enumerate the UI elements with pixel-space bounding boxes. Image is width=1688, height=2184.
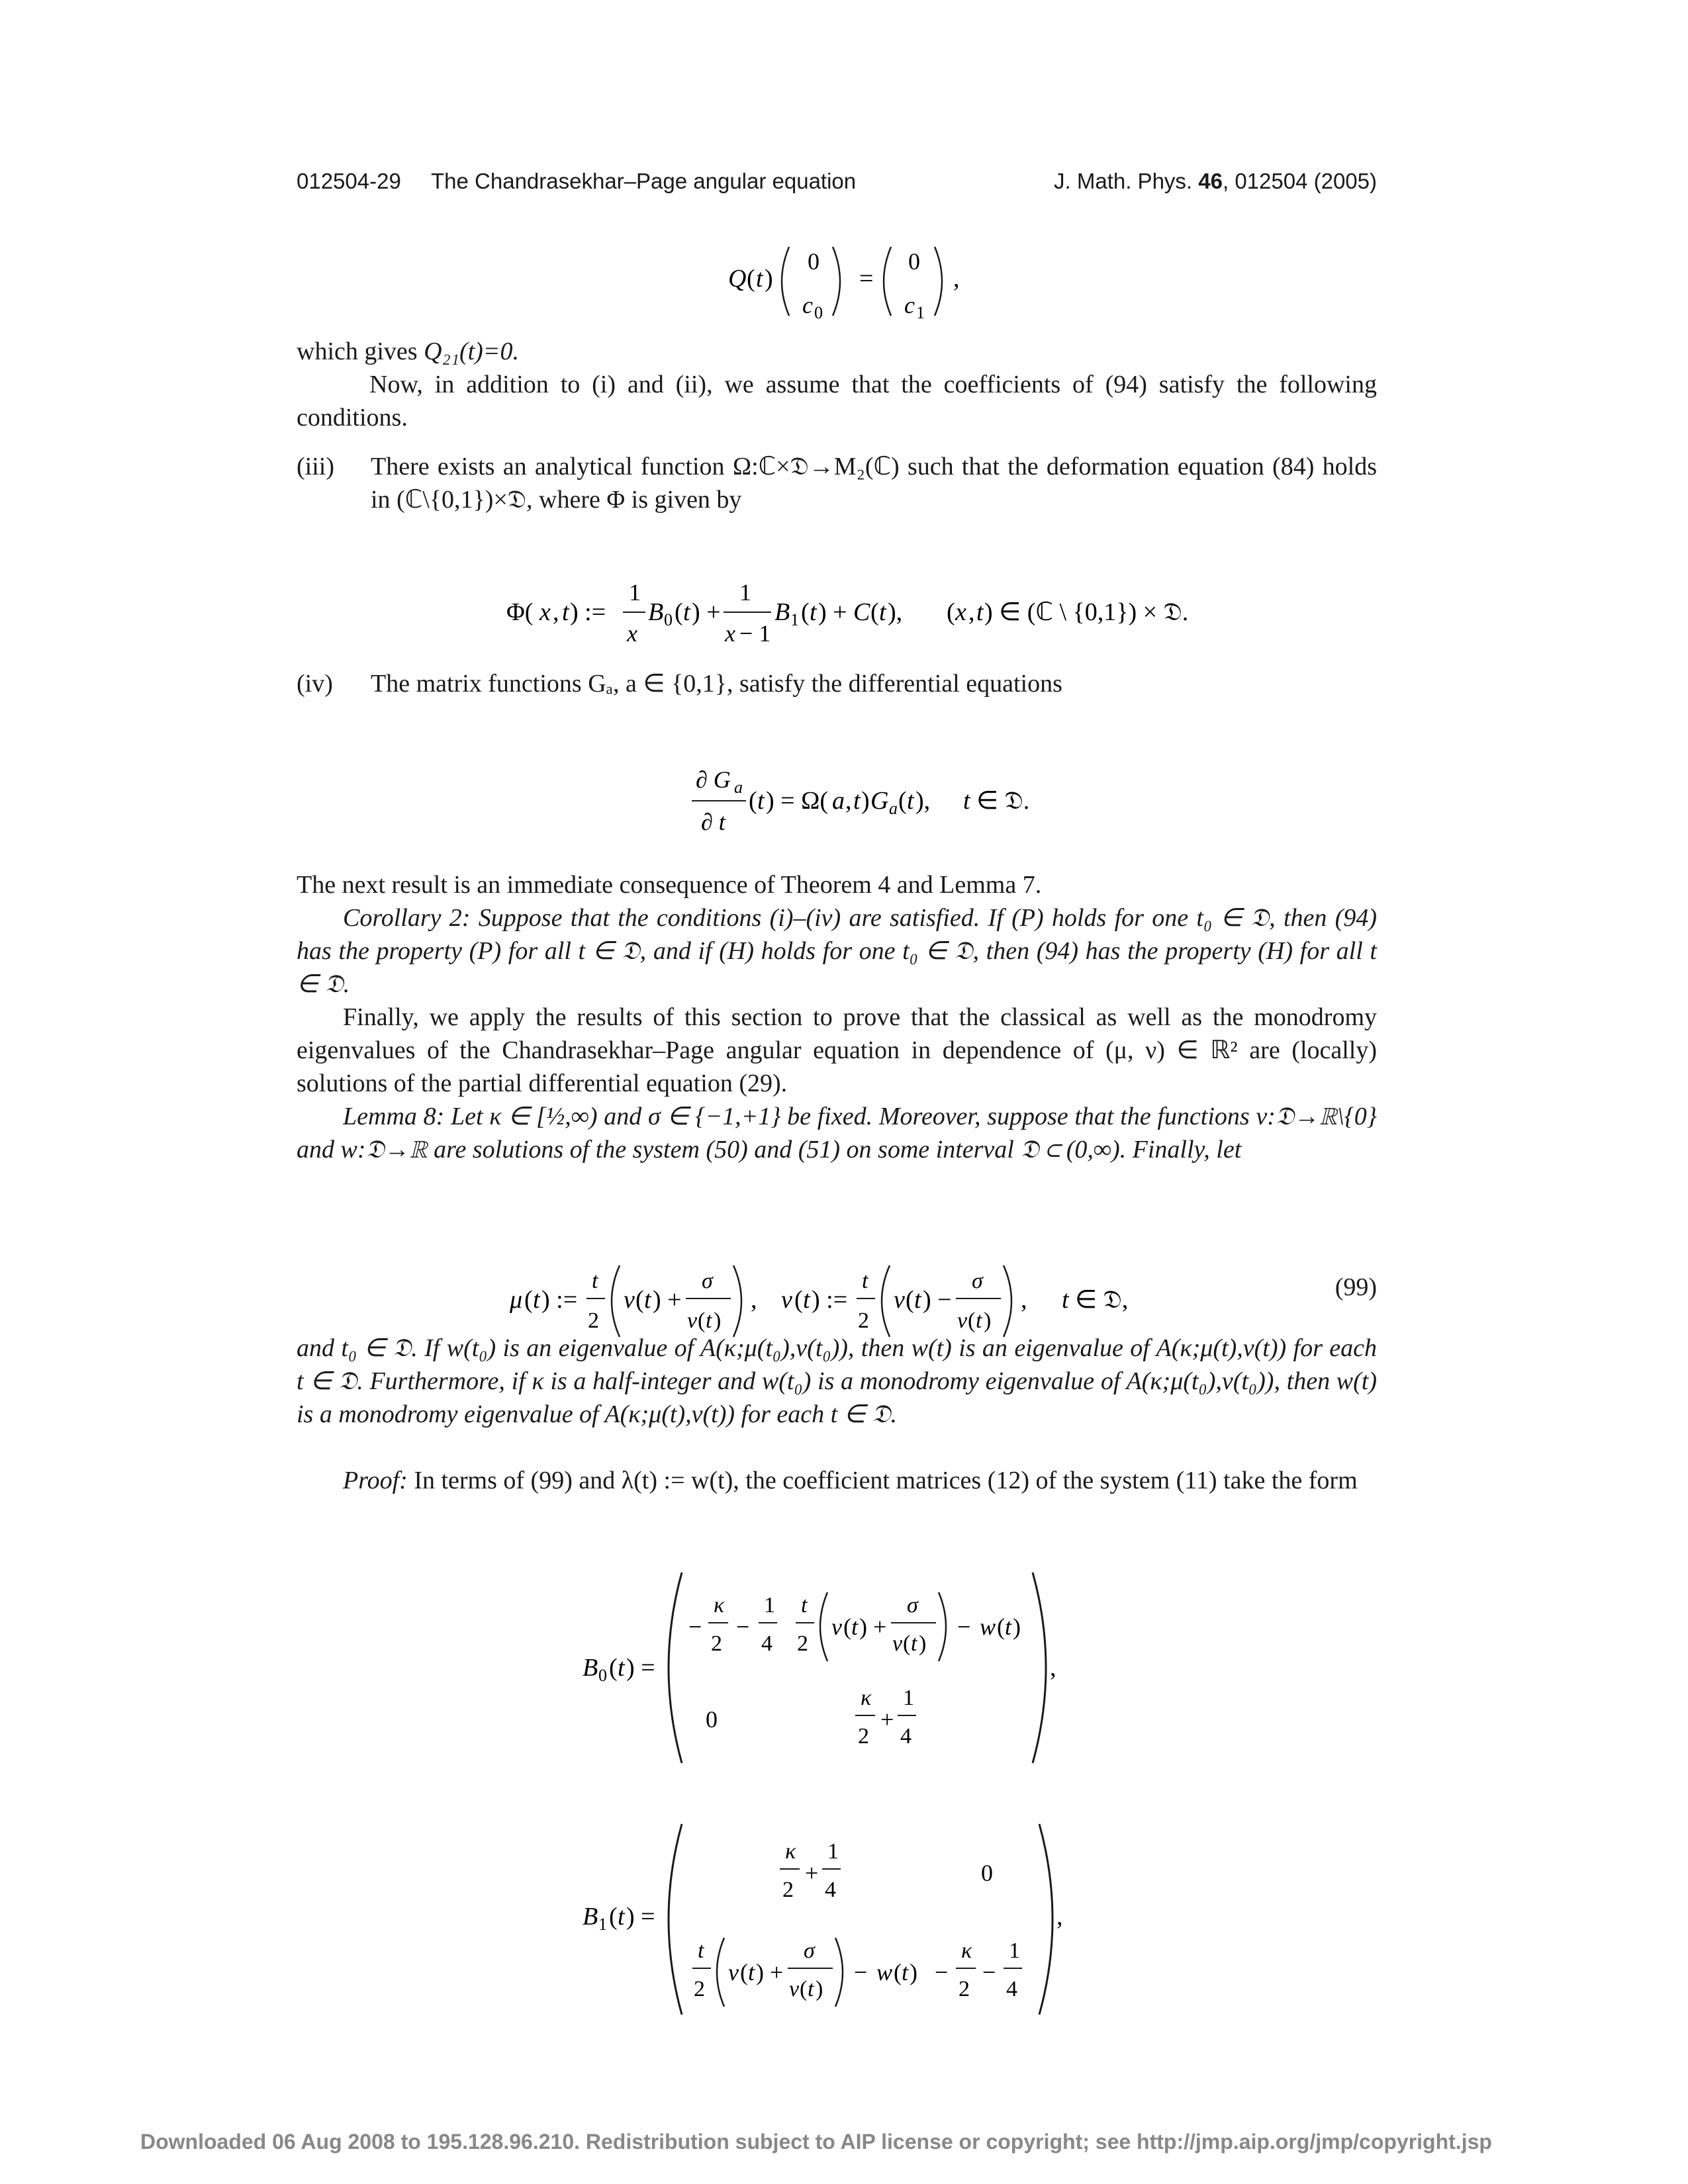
svg-text:c: c — [904, 292, 915, 318]
equation-99-number: (99) — [1335, 1273, 1377, 1301]
equation-g — [692, 761, 1062, 844]
svg-text:,: , — [1050, 1654, 1056, 1682]
svg-text:,: , — [1056, 1903, 1063, 1931]
svg-text:t: t — [803, 1286, 810, 1314]
svg-text:(: ( — [609, 1654, 618, 1682]
svg-text:x: x — [725, 620, 735, 647]
svg-text:t: t — [562, 598, 569, 626]
svg-text:(: ( — [524, 1286, 533, 1314]
svg-text:t: t — [976, 1308, 982, 1333]
svg-text:+: + — [805, 1860, 819, 1886]
svg-text:=: = — [859, 265, 874, 293]
svg-text:(: ( — [968, 1308, 976, 1333]
equation-q-vectors — [728, 235, 966, 331]
svg-text:t: t — [1005, 1614, 1012, 1640]
svg-text:4: 4 — [825, 1878, 836, 1902]
svg-text:t: t — [914, 1286, 921, 1314]
journal-volume: 46 — [1198, 169, 1223, 193]
svg-text:2: 2 — [694, 1977, 705, 2001]
svg-text:) =: ) = — [626, 1654, 655, 1682]
svg-text:v: v — [687, 1308, 698, 1333]
svg-text:v: v — [894, 1286, 905, 1314]
svg-text:0: 0 — [908, 248, 920, 275]
svg-text:) +: ) + — [756, 1959, 784, 1985]
svg-text:,: , — [968, 598, 975, 626]
svg-text:) +: ) + — [692, 598, 721, 626]
svg-text:t: t — [808, 1977, 814, 2001]
svg-text:t: t — [618, 1654, 625, 1682]
svg-text:) :=: ) := — [541, 1286, 578, 1314]
svg-text:) ∈ (ℂ \ {0,1}) × 𝔇.: ) ∈ (ℂ \ {0,1}) × 𝔇. — [984, 598, 1189, 626]
svg-text:w: w — [876, 1959, 893, 1985]
paragraph-finally: Finally, we apply the results of this section to prove that the classical as well as the monodromy eigenvalues of the Chandrasekhar–Page angular equation in dependence of (μ, ν) ∈ ℝ² are (locally) solutions of the partial differential equation (29). — [297, 1003, 1377, 1097]
svg-text:t: t — [879, 598, 886, 626]
equation-phi — [506, 572, 1235, 655]
svg-text:(: ( — [947, 598, 955, 626]
page-id: 012504-29 — [297, 169, 401, 193]
svg-text:) :=: ) := — [812, 1286, 848, 1314]
condition-iv-label: (iv) — [297, 670, 333, 698]
svg-text:(: ( — [747, 265, 755, 293]
proof-text: In terms of (99) and λ(t) := w(t), the coefficient matrices (12) of the system (11) take the form — [407, 1467, 1358, 1494]
svg-text:) +: ) + — [818, 598, 847, 626]
svg-text:+: + — [880, 1706, 894, 1733]
svg-text:B: B — [774, 598, 790, 626]
svg-text:G: G — [870, 787, 889, 815]
svg-text:t: t — [853, 787, 861, 815]
svg-text:C: C — [853, 598, 870, 626]
svg-text:B: B — [583, 1903, 598, 1931]
svg-text:−: − — [854, 1959, 868, 1985]
svg-text:w: w — [980, 1614, 996, 1640]
svg-text:Q: Q — [728, 265, 747, 293]
svg-text:(: ( — [843, 1614, 851, 1640]
svg-text:): ) — [765, 265, 773, 293]
svg-text:− 1: − 1 — [739, 620, 771, 647]
svg-text:−: − — [957, 1614, 971, 1640]
svg-text:4: 4 — [900, 1724, 912, 1749]
svg-text:t: t — [862, 1269, 868, 1293]
svg-text:t: t — [644, 1286, 651, 1314]
svg-text:2: 2 — [959, 1977, 970, 2001]
svg-text:) :=: ) := — [570, 598, 606, 626]
svg-text:−: − — [935, 1959, 949, 1985]
svg-text:∂ t: ∂ t — [701, 809, 726, 835]
svg-text:),: ), — [915, 787, 931, 815]
svg-text:,: , — [1021, 1286, 1027, 1314]
svg-text:t: t — [801, 1593, 808, 1617]
condition-iii-text: There exists an analytical function Ω:ℂ×𝔇→M₂(ℂ) such that the deformation equation (84) holds in (ℂ\{0,1})×𝔇, where Φ is given by — [371, 453, 1377, 514]
svg-text:(: ( — [740, 1959, 748, 1985]
svg-text:): ) — [816, 1977, 823, 2001]
svg-text:t: t — [618, 1903, 625, 1931]
svg-text:1: 1 — [790, 610, 799, 629]
svg-text:c: c — [802, 292, 813, 318]
svg-text:2: 2 — [858, 1724, 869, 1749]
equation-b1-svg — [583, 1820, 1086, 2019]
journal-prefix: J. Math. Phys. — [1054, 169, 1199, 193]
svg-text:−: − — [736, 1614, 750, 1640]
equation-g-svg — [692, 761, 1062, 841]
condition-iii-label: (iii) — [297, 453, 334, 480]
svg-text:v: v — [789, 1977, 800, 2001]
svg-text:μ: μ — [510, 1286, 523, 1314]
svg-text:a: a — [734, 778, 743, 797]
svg-text:a: a — [889, 799, 898, 818]
svg-text:(: ( — [794, 1286, 803, 1314]
proof-label: Proof: — [343, 1467, 408, 1494]
lemma-8-continued: and t₀ ∈ 𝔇. If w(t₀) is an eigenvalue of A(κ;μ(t₀),ν(t₀)), then w(t) is an eigenvalue of A(κ;μ(t),ν(t)) for each t ∈ 𝔇. Furthermore, if κ is a half-integer and w(t₀) is a monodromy eigenvalue of A(κ;μ(t₀),ν(t₀)), then w(t) is a monodromy eigenvalue of A(κ;μ(t),ν(t)) for each t ∈ 𝔇. — [297, 1334, 1377, 1428]
svg-text:B: B — [583, 1654, 598, 1682]
equation-b0-matrix — [583, 1569, 1086, 1770]
svg-text:∂ G: ∂ G — [696, 766, 731, 793]
equation-b0-svg — [583, 1569, 1086, 1767]
svg-text:): ) — [861, 787, 870, 815]
svg-text:0: 0 — [808, 248, 820, 275]
svg-text:κ: κ — [785, 1839, 796, 1864]
svg-text:t: t — [810, 598, 817, 626]
svg-text:t: t — [748, 1959, 755, 1985]
svg-text:(: ( — [801, 598, 810, 626]
svg-text:,: , — [553, 598, 559, 626]
svg-text:t: t — [698, 1938, 704, 1963]
svg-text:(: ( — [749, 787, 757, 815]
svg-text:,: , — [751, 1286, 757, 1314]
svg-text:t: t — [851, 1614, 859, 1640]
svg-text:v: v — [831, 1614, 842, 1640]
svg-text:v: v — [892, 1631, 903, 1656]
svg-text:v: v — [957, 1308, 968, 1333]
svg-text:t: t — [592, 1269, 598, 1293]
svg-text:1: 1 — [598, 1915, 607, 1934]
svg-text:(: ( — [903, 1631, 911, 1656]
svg-text:v: v — [728, 1959, 739, 1985]
svg-text:x: x — [539, 598, 551, 626]
svg-text:) = Ω(: ) = Ω( — [766, 787, 828, 815]
svg-text:∈ 𝔇.: ∈ 𝔇. — [976, 787, 1030, 815]
svg-text:x: x — [955, 598, 966, 626]
proof-paragraph — [297, 1464, 1377, 1497]
svg-text:σ: σ — [907, 1593, 918, 1617]
svg-text:) +: ) + — [653, 1286, 682, 1314]
svg-text:(: ( — [870, 598, 879, 626]
svg-text:2: 2 — [588, 1308, 599, 1333]
which-gives-math: Q₂₁(t)=0. — [424, 338, 519, 365]
svg-text:−: − — [982, 1959, 996, 1985]
svg-text:2: 2 — [858, 1308, 869, 1333]
next-result-line: The next result is an immediate consequence of Theorem 4 and Lemma 7. — [297, 871, 1042, 899]
svg-text:∈ 𝔇,: ∈ 𝔇, — [1075, 1286, 1129, 1314]
paragraph-now: Now, in addition to (i) and (ii), we assume that the coefficients of (94) satisfy the following conditions. — [297, 371, 1377, 432]
svg-text:B: B — [648, 598, 664, 626]
svg-text:0: 0 — [598, 1666, 607, 1685]
svg-text:1: 1 — [764, 1593, 775, 1617]
download-footer: Downloaded 06 Aug 2008 to 195.128.96.210. Redistribution subject to AIP license or copyright; see http://jmp.aip.org/jmp/copyright.jsp — [140, 2130, 1492, 2154]
svg-text:) −: ) − — [923, 1286, 952, 1314]
svg-text:−: − — [688, 1614, 702, 1640]
svg-text:1: 1 — [916, 303, 925, 322]
lemma-8: Lemma 8: Let κ ∈ [½,∞) and σ ∈ {−1,+1} be fixed. Moreover, suppose that the functions v:𝔇→ℝ\{0} and w:𝔇→ℝ are solutions of the system (50) and (51) on some interval 𝔇 ⊂ (0,∞). Finally, let — [297, 1103, 1377, 1163]
equation-q-svg — [728, 235, 966, 328]
svg-text:t: t — [683, 598, 690, 626]
svg-text:(: ( — [698, 1308, 706, 1333]
svg-text:t: t — [911, 1631, 917, 1656]
svg-text:κ: κ — [714, 1593, 725, 1617]
svg-text:σ: σ — [972, 1269, 983, 1293]
svg-text:): ) — [1013, 1614, 1021, 1640]
corollary-2: Corollary 2: Suppose that the conditions (i)–(iv) are satisfied. If (P) holds for one t₀ ∈ 𝔇, then (94) has the property (P) for all t ∈ 𝔇, and if (H) holds for one t₀ ∈ 𝔇, then (94) has the property (H) for all t ∈ 𝔇. — [297, 904, 1377, 998]
svg-text:): ) — [714, 1308, 722, 1333]
which-gives-text: which gives — [297, 338, 424, 365]
svg-text:(: ( — [800, 1977, 808, 2001]
svg-text:0: 0 — [664, 610, 673, 629]
svg-text:t: t — [907, 787, 914, 815]
svg-text:(: ( — [609, 1903, 618, 1931]
svg-text:t: t — [963, 787, 970, 815]
svg-text:0: 0 — [814, 303, 823, 322]
svg-text:1: 1 — [739, 579, 751, 606]
svg-text:2: 2 — [797, 1631, 808, 1656]
svg-text:1: 1 — [827, 1839, 839, 1864]
svg-text:(: ( — [906, 1286, 914, 1314]
svg-text:x: x — [627, 620, 637, 647]
condition-iv-text: The matrix functions Gₐ, a ∈ {0,1}, satisfy the differential equations — [371, 670, 1062, 698]
svg-text:): ) — [984, 1308, 992, 1333]
svg-text:1: 1 — [629, 579, 641, 606]
svg-text:): ) — [910, 1959, 917, 1985]
svg-text:1: 1 — [1009, 1938, 1020, 1963]
svg-text:a: a — [832, 787, 845, 815]
running-title: The Chandrasekhar–Page angular equation — [431, 169, 857, 193]
svg-text:2: 2 — [711, 1631, 722, 1656]
svg-text:,: , — [845, 787, 852, 815]
svg-text:t: t — [1062, 1286, 1069, 1314]
svg-text:1: 1 — [903, 1686, 914, 1710]
svg-text:) +: ) + — [859, 1614, 887, 1640]
svg-text:(: ( — [898, 787, 907, 815]
svg-text:(: ( — [675, 598, 683, 626]
svg-text:),: ), — [888, 598, 903, 626]
equation-b1-matrix — [583, 1820, 1086, 2022]
svg-text:κ: κ — [861, 1686, 872, 1710]
svg-text:Φ(: Φ( — [506, 598, 534, 626]
svg-text:(: ( — [997, 1614, 1005, 1640]
svg-text:2: 2 — [782, 1878, 794, 1902]
svg-text:) =: ) = — [626, 1903, 655, 1931]
svg-text:t: t — [902, 1959, 909, 1985]
svg-text:): ) — [919, 1631, 927, 1656]
svg-text:,: , — [953, 265, 960, 293]
svg-text:σ: σ — [804, 1938, 815, 1963]
which-gives-line — [297, 335, 519, 368]
svg-text:t: t — [757, 787, 765, 815]
equation-phi-svg — [506, 572, 1235, 652]
svg-text:(: ( — [635, 1286, 644, 1314]
svg-text:v: v — [624, 1286, 635, 1314]
svg-text:t: t — [976, 598, 984, 626]
journal-suffix: , 012504 (2005) — [1222, 169, 1377, 193]
svg-text:ν: ν — [781, 1286, 792, 1314]
svg-text:4: 4 — [1006, 1977, 1017, 2001]
svg-text:4: 4 — [761, 1631, 773, 1656]
svg-text:t: t — [756, 265, 763, 293]
svg-text:σ: σ — [702, 1269, 713, 1293]
svg-text:t: t — [533, 1286, 540, 1314]
svg-text:κ: κ — [961, 1938, 972, 1963]
svg-text:0: 0 — [981, 1860, 993, 1886]
journal-citation — [1054, 169, 1377, 194]
svg-text:t: t — [706, 1308, 712, 1333]
svg-text:(: ( — [894, 1959, 902, 1985]
svg-text:0: 0 — [706, 1706, 718, 1733]
